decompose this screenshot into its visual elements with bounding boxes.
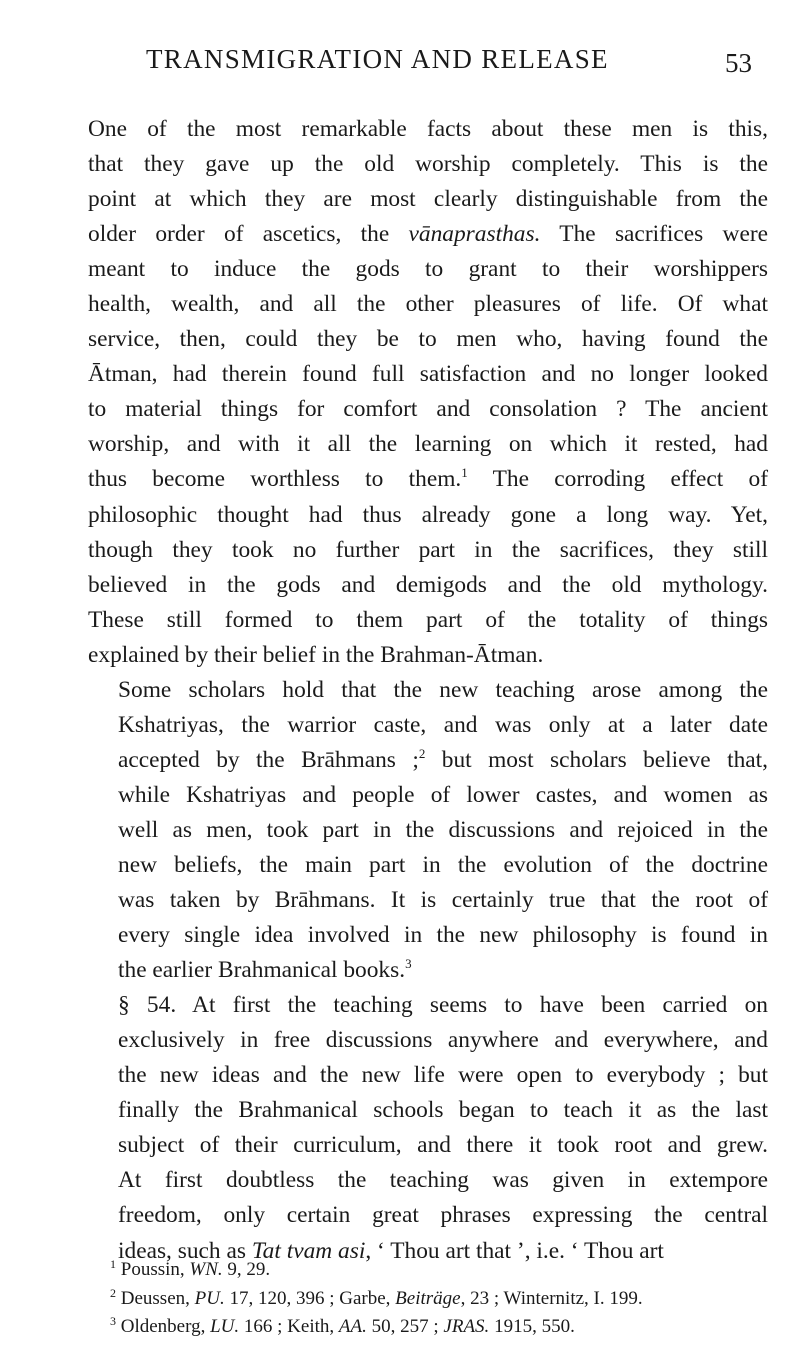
text-line: Kshatriyas, the warrior caste, and was only at a later date	[118, 711, 768, 738]
footnote-ref: 1	[461, 465, 468, 481]
footnote: $^1$ Poussin, WN. 9, 29.	[110, 1257, 271, 1280]
italic-text: vānaprasthas.	[408, 221, 541, 248]
text-line: service, then, could they be to men who, having found the	[88, 326, 768, 353]
text-line: explained by their belief in the Brahman-Ātman.	[88, 641, 544, 668]
paragraph	[88, 673, 768, 988]
text-line: point at which they are most clearly distinguishable from the	[88, 186, 768, 213]
text-line: to material things for comfort and consolation ? The ancient	[88, 396, 768, 423]
italic-text: JRAS.	[443, 1316, 490, 1337]
footnotes	[110, 1256, 760, 1342]
footnote-ref: 3	[405, 956, 412, 972]
footnote-ref: 3	[110, 1314, 116, 1328]
text-line: new beliefs, the main part in the evolution of the doctrine	[118, 851, 768, 878]
italic-text: Beiträge	[395, 1287, 461, 1309]
text-line: One of the most remarkable facts about these men is this,	[88, 116, 768, 142]
text-line: worship, and with it all the learning on which it rested, had	[88, 431, 768, 458]
italic-text: WN.	[189, 1259, 223, 1280]
text-line: freedom, only certain great phrases expressing the central	[118, 1202, 768, 1229]
text-line: though they took no further part in the sacrifices, they still	[88, 536, 768, 563]
text-line: These still formed to them part of the totality of things	[88, 606, 768, 633]
page-number: 53	[725, 48, 752, 78]
footnote-ref: 2	[110, 1285, 116, 1300]
text-line: ideas, such as Tat tvam asi, ‘ Thou art that ’, i.e. ‘ Thou art	[118, 1237, 664, 1264]
text-line: At first doubtless the teaching was given in extempore	[118, 1167, 768, 1194]
text-line: while Kshatriyas and people of lower castes, and women as	[118, 781, 768, 808]
italic-text: AA.	[338, 1316, 367, 1337]
text-line: subject of their curriculum, and there it took root and grew.	[118, 1132, 768, 1159]
text-line: meant to induce the gods to grant to their worshippers	[88, 256, 768, 283]
paragraph	[88, 988, 768, 1268]
footnote-ref: 1	[110, 1257, 116, 1271]
text-line: finally the Brahmanical schools began to teach it as the last	[118, 1097, 768, 1124]
text-line: thus become worthless to them.$^1$ The corroding effect of	[88, 465, 768, 493]
italic-text: PU.	[194, 1287, 225, 1309]
text-line: philosophic thought had thus already gone a long way. Yet,	[88, 501, 768, 528]
paragraph	[88, 112, 768, 673]
text-line: older order of ascetics, the vānaprasthas. The sacrifices were	[88, 221, 768, 248]
text-line: exclusively in free discussions anywhere and everywhere, and	[118, 1027, 768, 1054]
italic-text: Tat tvam asi	[251, 1237, 366, 1264]
text-line: every single idea involved in the new philosophy is found in	[118, 922, 768, 949]
text-line: accepted by the Brāhmans ;$^2$ but most scholars believe that,	[118, 745, 768, 773]
text-line: § 54. At first the teaching seems to have been carried on	[118, 992, 768, 1019]
text-line: was taken by Brāhmans. It is certainly true that the root of	[118, 887, 768, 914]
text-line: that they gave up the old worship completely. This is the	[88, 151, 768, 178]
text-line: Some scholars hold that the new teaching arose among the	[118, 676, 768, 703]
footnote: $^3$ Oldenberg, LU. 166 ; Keith, AA. 50, 257 ; JRAS. 1915, 550.	[110, 1314, 575, 1337]
text-line: believed in the gods and demigods and the old mythology.	[88, 571, 768, 598]
footnote: $^2$ Deussen, PU. 17, 120, 396 ; Garbe, Beiträge, 23 ; Winternitz, I. 199.	[110, 1285, 643, 1309]
italic-text: LU.	[210, 1316, 240, 1337]
footnote-ref: 2	[418, 745, 426, 761]
text-line: Ātman, had therein found full satisfaction and no longer looked	[88, 361, 768, 388]
text-line: well as men, took part in the discussions and rejoiced in the	[118, 816, 768, 843]
running-head: TRANSMIGRATION AND RELEASE	[146, 44, 609, 74]
text-line: the new ideas and the new life were open to everybody ; but	[118, 1062, 768, 1089]
body-text	[88, 112, 768, 1269]
page-header	[88, 44, 760, 88]
text-line: health, wealth, and all the other pleasures of life. Of what	[88, 291, 768, 318]
text-line: the earlier Brahmanical books.$^3$	[118, 956, 412, 984]
